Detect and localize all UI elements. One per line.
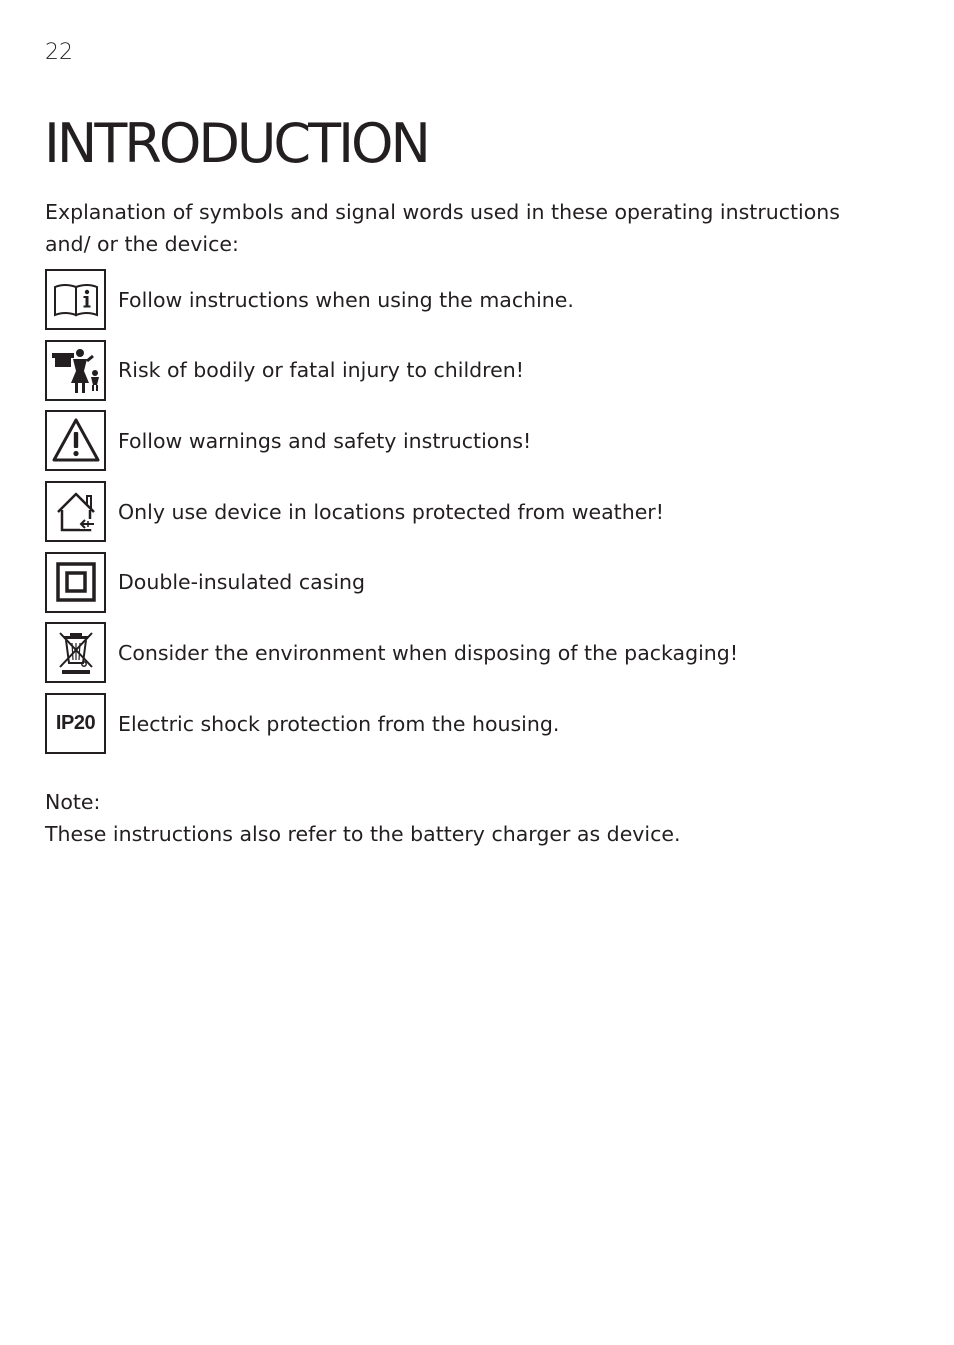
symbol-row-insulation	[45, 552, 925, 613]
symbol-row-instructions	[45, 269, 925, 330]
symbol-row-warnings	[45, 410, 925, 471]
ip20-icon-label: IP20	[55, 712, 96, 735]
page-number: 22	[45, 40, 73, 65]
note-section	[45, 786, 681, 850]
symbol-label: Follow instructions when using the machine.	[118, 287, 574, 312]
crossed-out-bin-icon	[45, 622, 106, 683]
symbol-label: Follow warnings and safety instructions!	[118, 428, 532, 453]
indoor-use-house-icon	[45, 481, 106, 542]
symbol-label: Double-insulated casing	[118, 570, 366, 595]
ip20-icon	[45, 693, 106, 754]
symbol-list	[45, 269, 925, 764]
note-text: These instructions also refer to the battery charger as device.	[45, 822, 681, 846]
symbol-row-weather	[45, 481, 925, 542]
symbol-label: Only use device in locations protected from weather!	[118, 499, 664, 524]
symbol-row-ip20	[45, 693, 925, 754]
symbol-label: Electric shock protection from the housing.	[118, 711, 560, 736]
warning-triangle-icon	[45, 410, 106, 471]
double-insulation-icon	[45, 552, 106, 613]
note-label: Note:	[45, 790, 101, 814]
symbol-row-children	[45, 340, 925, 401]
child-hazard-icon	[45, 340, 106, 401]
book-info-icon	[45, 269, 106, 330]
intro-paragraph: Explanation of symbols and signal words used in these operating instructions and/ or the device:	[45, 200, 840, 256]
symbol-label: Risk of bodily or fatal injury to children!	[118, 358, 524, 383]
symbol-label: Consider the environment when disposing of the packaging!	[118, 640, 739, 665]
symbol-row-disposal	[45, 622, 925, 683]
page-title: INTRODUCTION	[44, 112, 428, 175]
